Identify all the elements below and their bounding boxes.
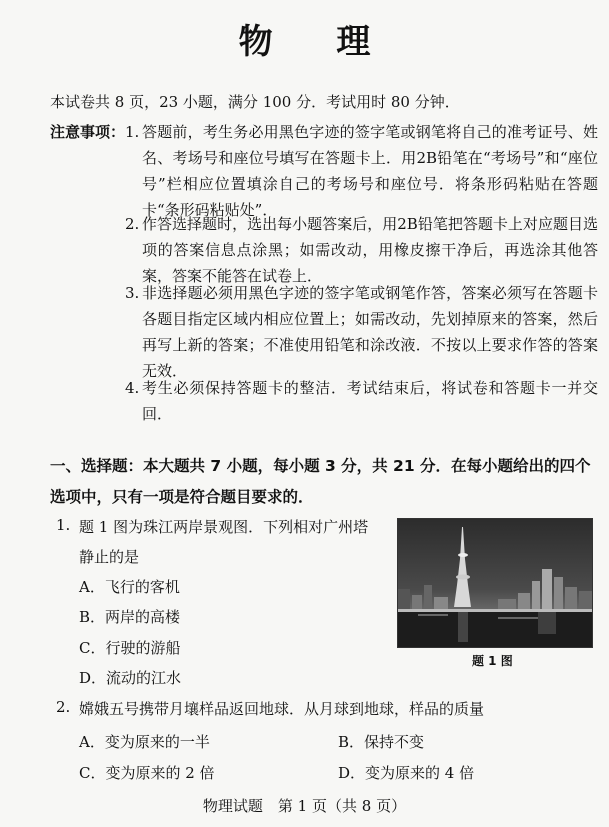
section-heading: 一、选择题：本大题共 7 小题，每小题 3 分，共 21 分．在每小题给出的四个选项中，只有一项是符合题目要求的． <box>50 457 591 506</box>
river-skyline-photo <box>398 519 592 647</box>
answer-option: B．保持不变 <box>338 733 425 751</box>
page-footer: 物理试题 第 1 页（共 8 页） <box>202 797 407 815</box>
answer-option: C．变为原来的 2 倍 <box>79 764 215 782</box>
question-number: 2. <box>56 698 71 716</box>
answer-option: D．流动的江水 <box>79 669 182 687</box>
note-number: 1. <box>125 123 140 141</box>
answer-option: B．两岸的高楼 <box>79 608 181 626</box>
note-text: 作答选择题时，选出每小题答案后，用2B铅笔把答题卡上对应题目选项的答案信息点涂黑；如需改动，用橡皮擦干净后，再选涂其他答案，答案不能答在试卷上． <box>142 215 598 285</box>
question-stem: 嫦娥五号携带月壤样品返回地球．从月球到地球，样品的质量 <box>79 700 485 718</box>
notes-heading: 注意事项： <box>50 123 126 141</box>
answer-option: D．变为原来的 4 倍 <box>338 764 475 782</box>
answer-option: C．行驶的游船 <box>79 639 181 657</box>
question-stem: 静止的是 <box>79 548 140 566</box>
note-text: 答题前，考生务必用黑色字迹的签字笔或钢笔将自己的准考证号、姓名、考场号和座位号填写在答题卡上．用2B铅笔在“考场号”和“座位号”栏相应位置填涂自己的考场号和座位号．将条形码粘贴在答题卡“条形码粘贴处”． <box>142 123 598 219</box>
note-number: 3. <box>125 284 140 302</box>
note-text: 非选择题必须用黑色字迹的签字笔或钢笔作答，答案必须写在答题卡各题目指定区域内相应位置上；如需改动，先划掉原来的答案，然后再写上新的答案；不准使用铅笔和涂改液．不按以上要求作答的答案无效． <box>142 284 598 380</box>
exam-intro: 本试卷共 8 页，23 小题，满分 100 分．考试用时 80 分钟． <box>50 93 460 111</box>
answer-option: A．变为原来的一半 <box>79 733 210 751</box>
note-number: 4. <box>125 379 140 397</box>
note-text: 考生必须保持答题卡的整洁．考试结束后，将试卷和答题卡一并交回． <box>142 379 598 423</box>
question-number: 1. <box>56 516 71 534</box>
note-number: 2. <box>125 215 140 233</box>
page-title: 物 理 <box>238 22 397 62</box>
figure-image <box>397 518 593 648</box>
figure-caption: 题 1 图 <box>472 654 513 668</box>
question-stem: 题 1 图为珠江两岸景观图．下列相对广州塔 <box>79 518 369 536</box>
answer-option: A．飞行的客机 <box>79 578 180 596</box>
